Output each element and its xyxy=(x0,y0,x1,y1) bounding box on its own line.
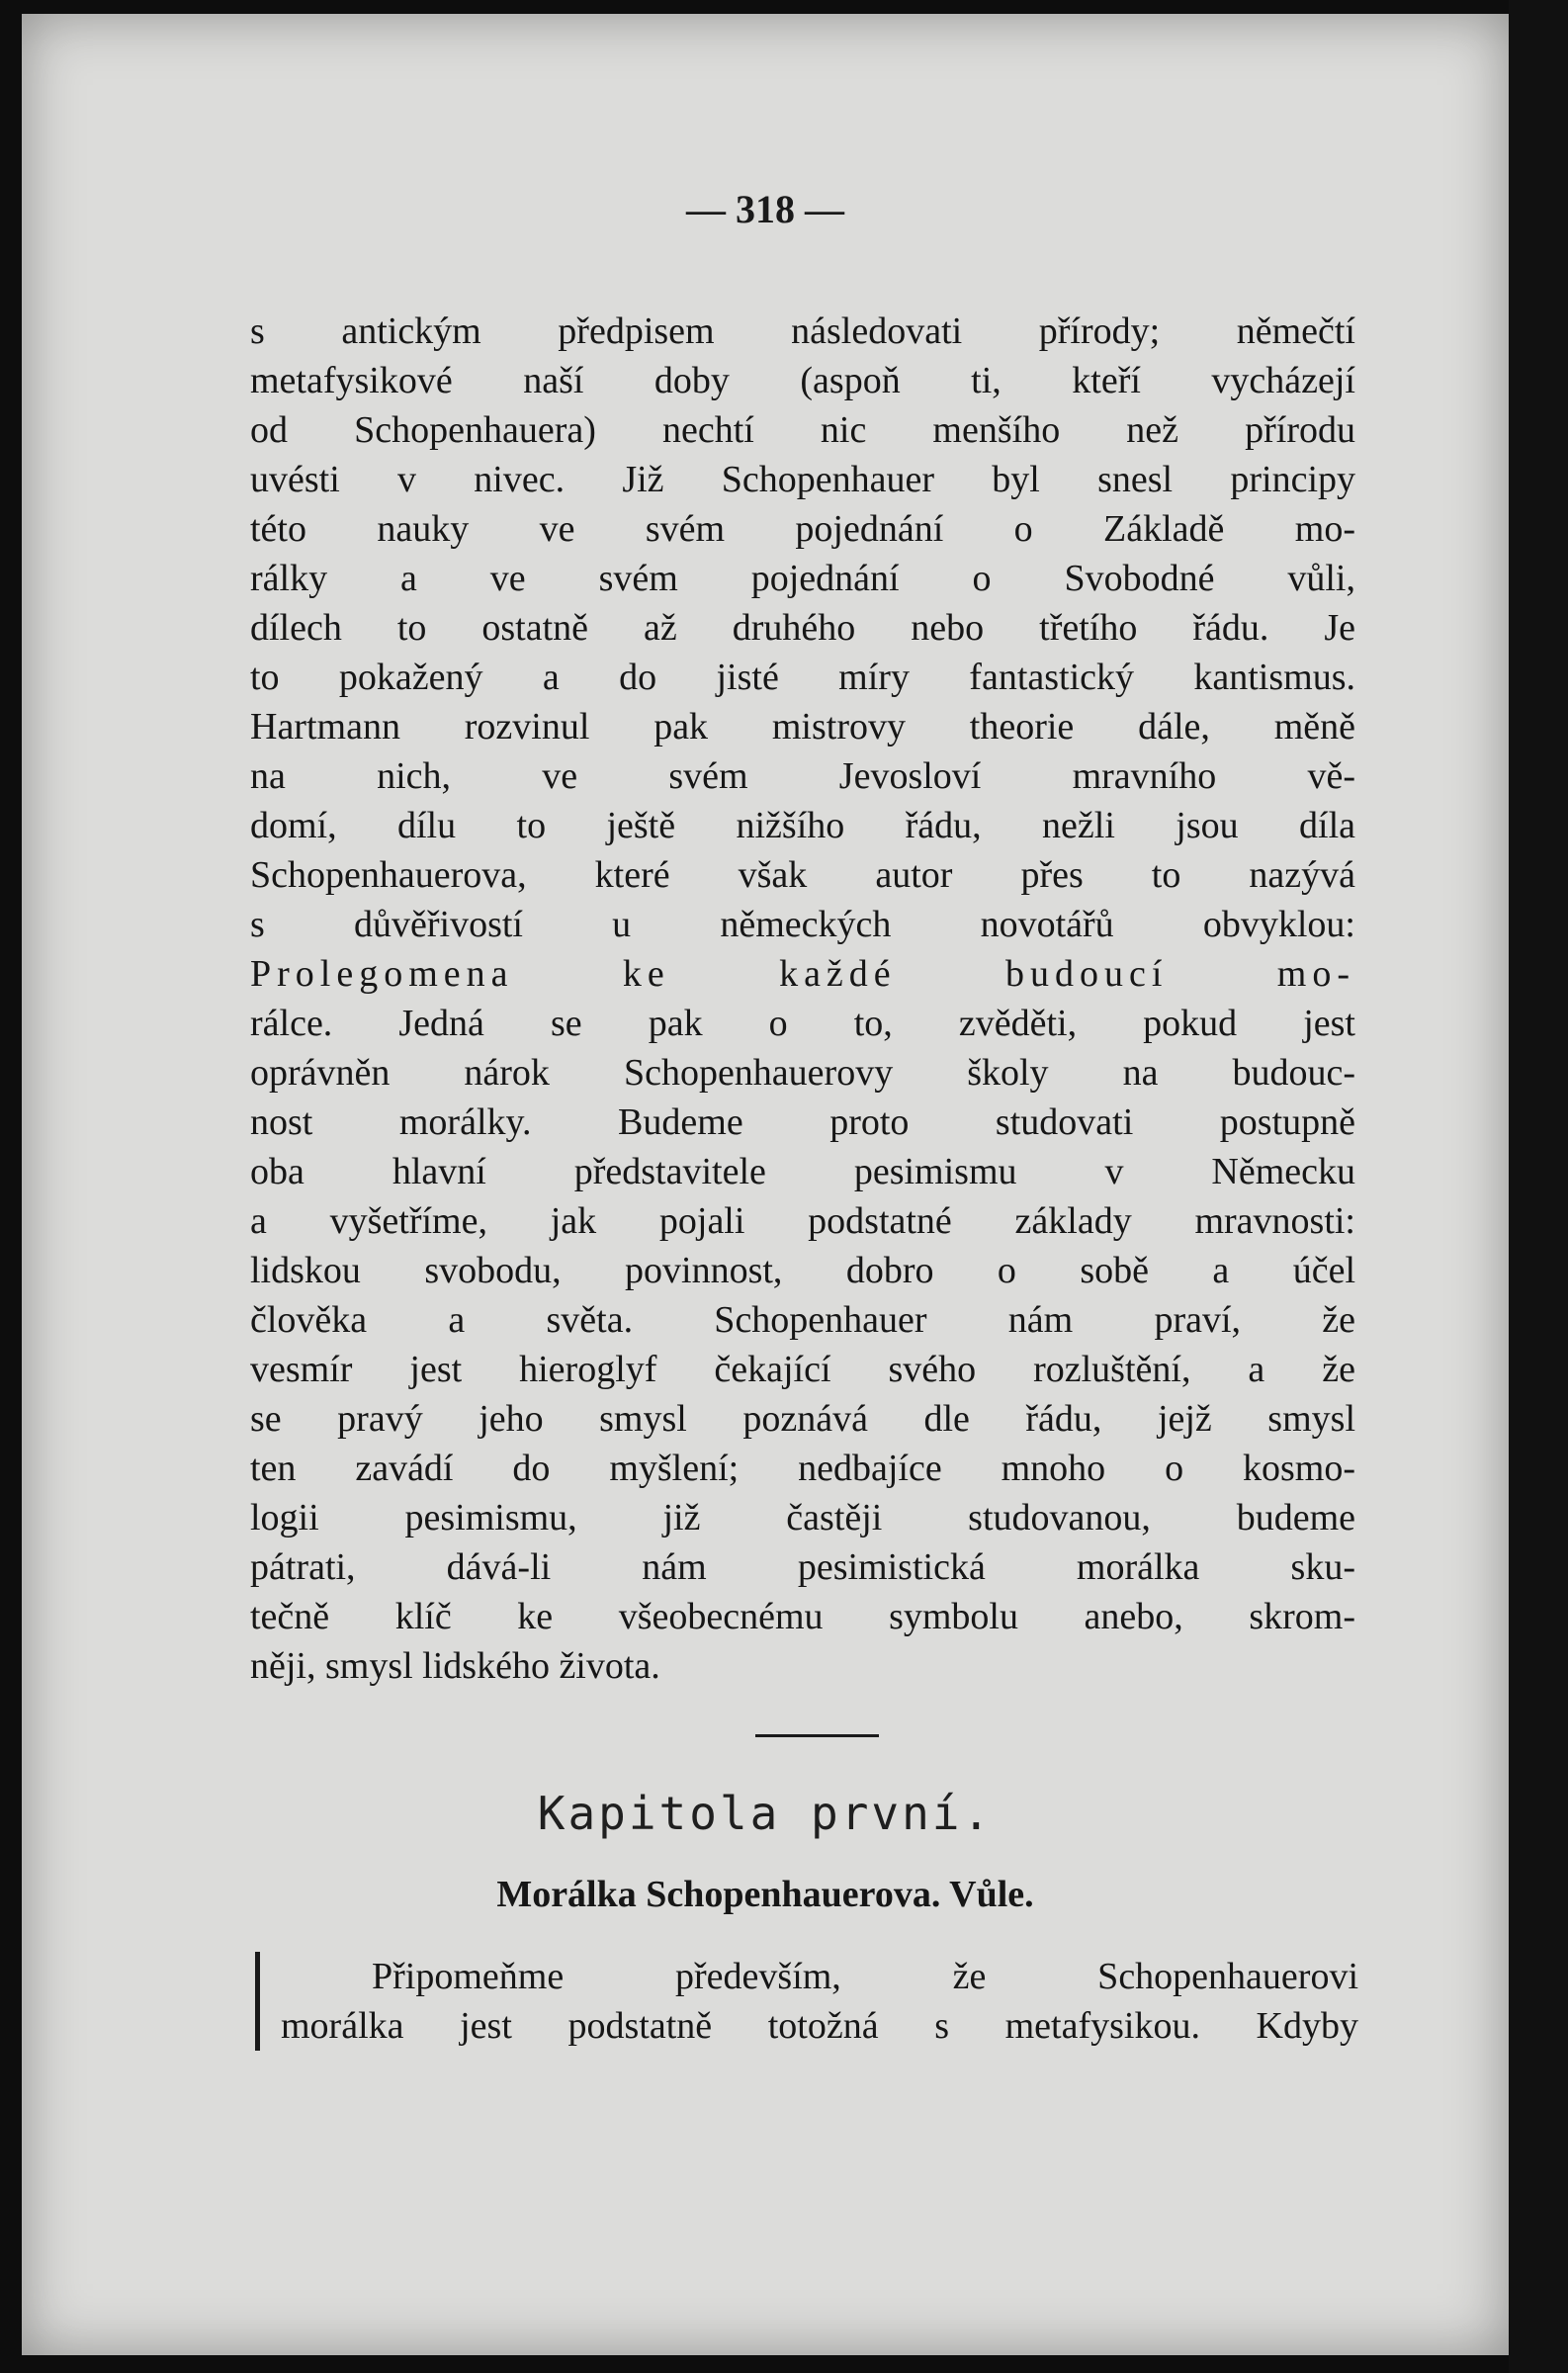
text-line: této nauky ve svém pojednání o Základě mo- xyxy=(250,508,1355,550)
text-line: metafysikové naší doby (aspoň ti, kteří vycházejí xyxy=(250,360,1355,401)
text-line: Prolegomena ke každé budoucí mo- xyxy=(250,953,1355,995)
text-line: Připomeňme především, že Schopenhauerovi xyxy=(372,1956,1358,1997)
text-line: oprávněn nárok Schopenhauerovy školy na budouc- xyxy=(250,1052,1355,1094)
text-line: ten zavádí do myšlení; nedbajíce mnoho o kosmo- xyxy=(250,1448,1355,1489)
text-line: od Schopenhauera) nechtí nic menšího než přírodu xyxy=(250,409,1355,451)
text-line: nost morálky. Budeme proto studovati postupně xyxy=(250,1101,1355,1143)
text-line: Schopenhauerova, které však autor přes to nazývá xyxy=(250,854,1355,896)
text-line: pátrati, dává-li nám pesimistická morálka sku- xyxy=(250,1546,1355,1588)
text-line: tečně klíč ke všeobecnému symbolu anebo, skrom- xyxy=(250,1596,1355,1637)
text-line: uvésti v nivec. Již Schopenhauer byl snesl principy xyxy=(250,459,1355,500)
text-line: a vyšetříme, jak pojali podstatné základy mravnosti: xyxy=(250,1200,1355,1242)
text-line: se pravý jeho smysl poznává dle řádu, jejž smysl xyxy=(250,1398,1355,1440)
text-line: lidskou svobodu, povinnost, dobro o sobě a účel xyxy=(250,1250,1355,1291)
book-page xyxy=(22,14,1509,2355)
text-line: na nich, ve svém Jevosloví mravního vě- xyxy=(250,755,1355,797)
margin-mark xyxy=(255,1952,260,2051)
text-line: domí, dílu to ještě nižšího řádu, nežli jsou díla xyxy=(250,805,1355,846)
chapter-title: Kapitola první. xyxy=(537,1787,994,1840)
text-line: oba hlavní představitele pesimismu v Německu xyxy=(250,1151,1355,1192)
text-line: morálka jest podstatně totožná s metafysikou. Kdyby xyxy=(281,2005,1358,2047)
text-line: rálky a ve svém pojednání o Svobodné vůli, xyxy=(250,558,1355,599)
page-number: — 318 — xyxy=(686,187,844,231)
paragraph-1 xyxy=(250,307,1355,1691)
text-line: s antickým předpisem následovati přírody; němečtí xyxy=(250,310,1355,352)
page-edge-shadow xyxy=(1509,0,1568,2373)
text-line: to pokažený a do jisté míry fantastický kantismus. xyxy=(250,657,1355,698)
paragraph-2 xyxy=(281,1952,1358,2051)
text-line: něji, smysl lidského života. xyxy=(250,1645,660,1687)
text-line: vesmír jest hieroglyf čekající svého rozluštění, a že xyxy=(250,1349,1355,1390)
text-line: dílech to ostatně až druhého nebo třetího řádu. Je xyxy=(250,607,1355,649)
text-line: člověka a světa. Schopenhauer nám praví, že xyxy=(250,1299,1355,1341)
text-line: rálce. Jedná se pak o to, zvěděti, pokud jest xyxy=(250,1003,1355,1044)
text-line: Hartmann rozvinul pak mistrovy theorie dále, měně xyxy=(250,706,1355,747)
text-line: s důvěřivostí u německých novotářů obvyklou: xyxy=(250,904,1355,945)
text-line: logii pesimismu, již častěji studovanou, budeme xyxy=(250,1497,1355,1538)
section-divider xyxy=(755,1734,879,1737)
chapter-subtitle: Morálka Schopenhauerova. Vůle. xyxy=(496,1874,1034,1915)
